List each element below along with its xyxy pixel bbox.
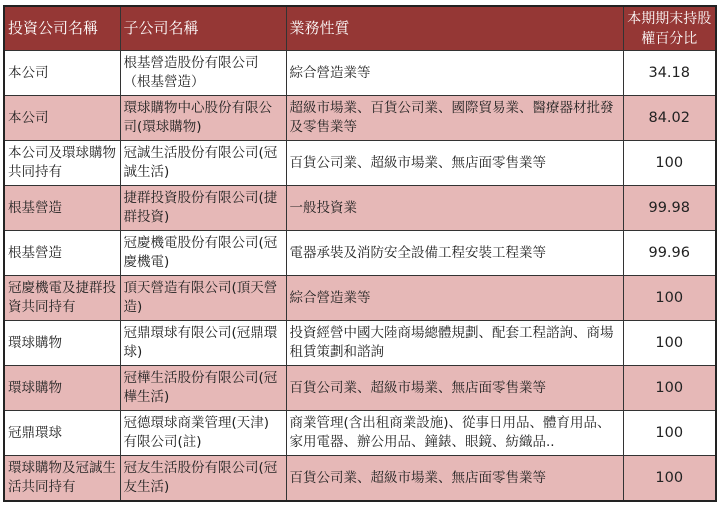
investor-cell: 本公司	[4, 96, 120, 141]
subsidiary-cell: 冠友生活股份有限公司(冠友生活)	[120, 456, 286, 502]
investor-cell: 本公司	[4, 51, 120, 96]
pct-cell: 100	[623, 456, 716, 502]
business-cell: 百貨公司業、超級市場業、無店面零售業等	[286, 456, 623, 502]
business-cell: 綜合營造業等	[286, 276, 623, 321]
table-row	[4, 141, 716, 186]
header-investor: 投資公司名稱	[4, 6, 120, 51]
subsidiary-cell: 根基營造股份有限公司（根基營造）	[120, 51, 286, 96]
table-row	[4, 276, 716, 321]
subsidiary-cell: 捷群投資股份有限公司(捷群投資)	[120, 186, 286, 231]
pct-cell: 100	[623, 141, 716, 186]
table-row	[4, 51, 716, 96]
subsidiary-cell: 冠樺生活股份有限公司(冠樺生活)	[120, 366, 286, 411]
business-cell: 百貨公司業、超級市場業、無店面零售業等	[286, 141, 623, 186]
investor-cell: 冠慶機電及捷群投資共同持有	[4, 276, 120, 321]
table-row	[4, 96, 716, 141]
pct-cell: 100	[623, 411, 716, 456]
pct-cell: 99.96	[623, 231, 716, 276]
business-cell: 電器承裝及消防安全設備工程安裝工程業等	[286, 231, 623, 276]
business-cell: 商業管理(含出租商業設施)、從事日用品、體育用品、家用電器、辦公用品、鐘錶、眼鏡、紡織品..	[286, 411, 623, 456]
header-subsidiary: 子公司名稱	[120, 6, 286, 51]
pct-cell: 100	[623, 321, 716, 366]
table-row	[4, 186, 716, 231]
header-pct: 本期期末持股權百分比	[623, 6, 716, 51]
investor-cell: 本公司及環球購物共同持有	[4, 141, 120, 186]
business-cell: 一般投資業	[286, 186, 623, 231]
investor-cell: 環球購物	[4, 366, 120, 411]
subsidiary-cell: 頂天營造有限公司(頂天營造)	[120, 276, 286, 321]
investor-cell: 冠鼎環球	[4, 411, 120, 456]
subsidiary-cell: 冠慶機電股份有限公司(冠慶機電)	[120, 231, 286, 276]
business-cell: 百貨公司業、超級市場業、無店面零售業等	[286, 366, 623, 411]
subsidiary-cell: 冠德環球商業管理(天津)有限公司(註)	[120, 411, 286, 456]
subsidiary-cell: 冠誠生活股份有限公司(冠誠生活)	[120, 141, 286, 186]
table-row	[4, 231, 716, 276]
investor-cell: 根基營造	[4, 231, 120, 276]
subsidiary-cell: 環球購物中心股份有限公司(環球購物)	[120, 96, 286, 141]
table-row	[4, 321, 716, 366]
investor-cell: 環球購物及冠誠生活共同持有	[4, 456, 120, 502]
pct-cell: 100	[623, 276, 716, 321]
table-body	[4, 51, 716, 502]
pct-cell: 100	[623, 366, 716, 411]
subsidiary-holdings-table	[3, 5, 717, 502]
business-cell: 超級市場業、百貨公司業、國際貿易業、醫療器材批發及零售業等	[286, 96, 623, 141]
business-cell: 綜合營造業等	[286, 51, 623, 96]
pct-cell: 84.02	[623, 96, 716, 141]
subsidiary-cell: 冠鼎環球有限公司(冠鼎環球)	[120, 321, 286, 366]
table-row	[4, 366, 716, 411]
table-row	[4, 456, 716, 502]
business-cell: 投資經營中國大陸商場總體規劃、配套工程諮詢、商場租賃策劃和諮詢	[286, 321, 623, 366]
table-row	[4, 411, 716, 456]
investor-cell: 根基營造	[4, 186, 120, 231]
pct-cell: 34.18	[623, 51, 716, 96]
header-row	[4, 6, 716, 51]
header-business: 業務性質	[286, 6, 623, 51]
pct-cell: 99.98	[623, 186, 716, 231]
investor-cell: 環球購物	[4, 321, 120, 366]
